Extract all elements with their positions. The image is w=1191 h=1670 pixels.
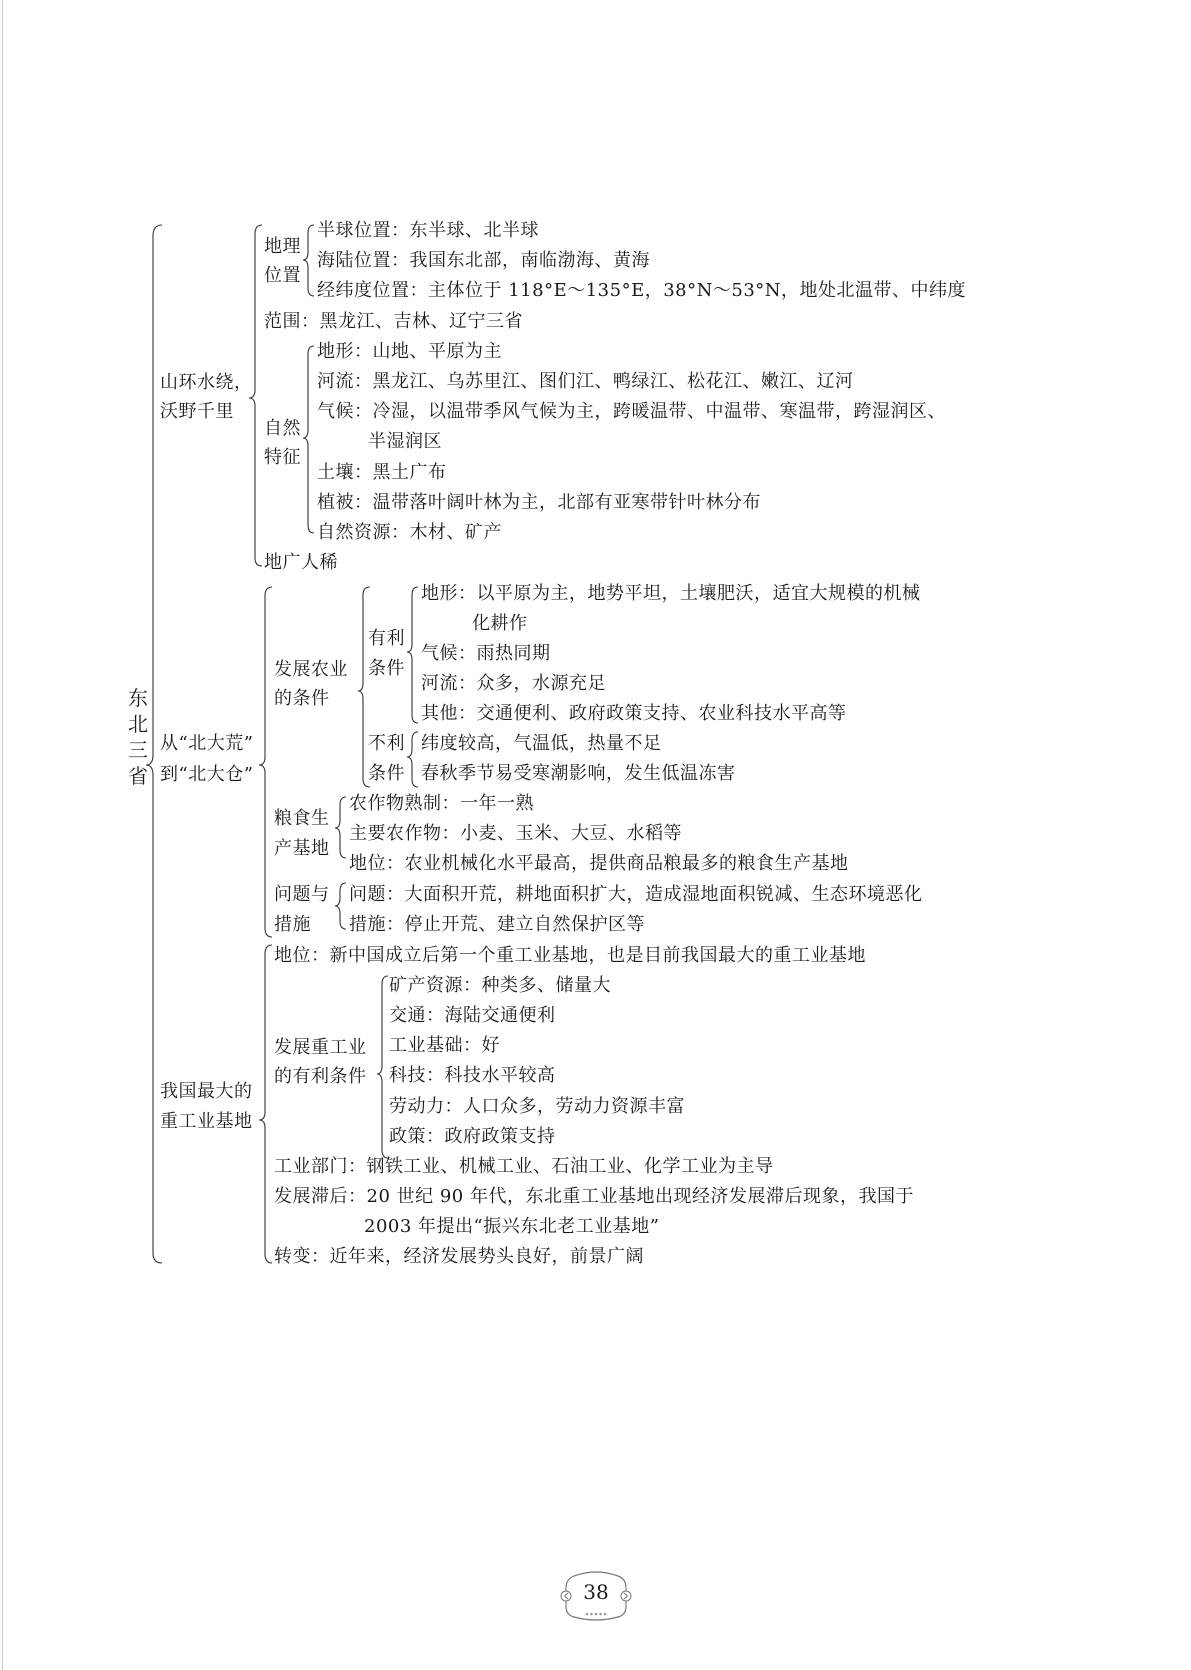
heavy-industry-label-2: 的有利条件 — [274, 1066, 367, 1087]
unfavorable-label-1: 不利 — [368, 733, 405, 754]
s3-title-line2: 重工业基地 — [160, 1111, 253, 1132]
s2-title-line2: 到“北大仓” — [160, 764, 254, 785]
brace-s1 — [249, 225, 262, 566]
favorable-label-1: 有利 — [368, 628, 405, 649]
brace-nature — [303, 346, 314, 533]
condition-3: 工业基础：好 — [389, 1035, 500, 1056]
problem-item-1: 问题：大面积开荒，耕地面积扩大，造成湿地面积锐减、生态环境恶化 — [349, 884, 923, 905]
root-title: 东 北 三 省 — [128, 686, 148, 788]
fav-terrain-line1: 地形：以平原为主，地势平坦，土壤肥沃，适宜大规模的机械 — [421, 583, 921, 604]
brace-fav — [407, 587, 418, 723]
unfavorable-label-2: 条件 — [368, 763, 405, 784]
brace-grain — [335, 797, 346, 858]
grain-item-3: 地位：农业机械化水平最高，提供商品粮最多的粮食生产基地 — [349, 853, 849, 874]
unfav-item-2: 春秋季节易受寒潮影响，发生低温冻害 — [421, 763, 736, 784]
problem-label-2: 措施 — [274, 914, 311, 935]
transformation: 转变：近年来，经济发展势头良好，前景广阔 — [274, 1246, 644, 1267]
brace-agri — [358, 587, 370, 787]
agri-condition-label-1: 发展农业 — [274, 659, 348, 680]
problem-label-1: 问题与 — [274, 884, 330, 905]
s2-title-line1: 从“北大荒” — [160, 733, 254, 754]
condition-4: 科技：科技水平较高 — [389, 1065, 556, 1086]
fav-other: 其他：交通便利、政府政策支持、农业科技水平高等 — [421, 703, 847, 724]
brace-cond — [377, 976, 388, 1158]
industry-status: 地位：新中国成立后第一个重工业基地，也是目前我国最大的重工业基地 — [274, 945, 866, 966]
grain-base-label-2: 产基地 — [274, 838, 330, 859]
geo-position-label-1: 地理 — [264, 236, 301, 257]
grain-base-label-1: 粮食生 — [274, 808, 330, 829]
nature-resources: 自然资源：木材、矿产 — [317, 522, 502, 543]
range: 范围：黑龙江、吉林、辽宁三省 — [264, 311, 523, 332]
brace-unfav — [407, 732, 418, 787]
nature-vegetation: 植被：温带落叶阔叶林为主，北部有亚寒带针叶林分布 — [317, 492, 761, 513]
condition-2: 交通：海陆交通便利 — [389, 1005, 556, 1026]
nature-label-2: 特征 — [264, 447, 301, 468]
grain-item-1: 农作物熟制：一年一熟 — [349, 793, 534, 814]
brace-s3 — [259, 945, 272, 1263]
nature-soil: 土壤：黑土广布 — [317, 462, 447, 483]
unfav-item-1: 纬度较高，气温低，热量不足 — [421, 733, 662, 754]
s1-title-line2: 沃野千里 — [160, 401, 234, 422]
fav-terrain-line2: 化耕作 — [472, 613, 528, 634]
development-lag-line2: 2003 年提出“振兴东北老工业基地” — [364, 1216, 660, 1237]
fav-river: 河流：众多，水源充足 — [421, 673, 606, 694]
page-number: 38 — [583, 1580, 609, 1604]
geo-position-label-2: 位置 — [264, 265, 301, 286]
lonlat-position: 经纬度位置：主体位于 118°E～135°E，38°N～53°N，地处北温带、中纬度 — [317, 280, 967, 301]
heavy-industry-label-1: 发展重工业 — [274, 1037, 367, 1058]
problem-item-2: 措施：停止开荒、建立自然保护区等 — [349, 914, 645, 935]
sea-land-position: 海陆位置：我国东北部，南临渤海、黄海 — [317, 250, 650, 271]
fav-climate: 气候：雨热同期 — [421, 643, 551, 664]
agri-condition-label-2: 的条件 — [274, 688, 330, 709]
nature-climate-line1: 气候：冷湿，以温带季风气候为主，跨暖温带、中温带、寒温带，跨湿润区、 — [317, 401, 946, 422]
grain-item-2: 主要农作物：小麦、玉米、大豆、水稻等 — [349, 823, 682, 844]
nature-label-1: 自然 — [264, 418, 301, 439]
s3-title-line1: 我国最大的 — [160, 1081, 253, 1102]
nature-terrain: 地形：山地、平原为主 — [317, 341, 502, 362]
brace-geo — [303, 225, 314, 296]
brace-prob — [335, 883, 346, 929]
condition-6: 政策：政府政策支持 — [389, 1126, 556, 1147]
condition-1: 矿产资源：种类多、储量大 — [389, 975, 611, 996]
industry-departments: 工业部门：钢铁工业、机械工业、石油工业、化学工业为主导 — [274, 1156, 774, 1177]
development-lag-line1: 发展滞后：20 世纪 90 年代，东北重工业基地出现经济发展滞后现象，我国于 — [274, 1186, 914, 1207]
s1-title-line1: 山环水绕， — [160, 372, 253, 393]
favorable-label-2: 条件 — [368, 658, 405, 679]
population: 地广人稀 — [264, 552, 338, 573]
hemisphere-position: 半球位置：东半球、北半球 — [317, 220, 539, 241]
nature-climate-line2: 半湿润区 — [368, 431, 442, 452]
nature-rivers: 河流：黑龙江、乌苏里江、图们江、鸭绿江、松花江、嫩江、辽河 — [317, 371, 854, 392]
brace-s2 — [259, 587, 272, 937]
condition-5: 劳动力：人口众多，劳动力资源丰富 — [389, 1096, 685, 1117]
